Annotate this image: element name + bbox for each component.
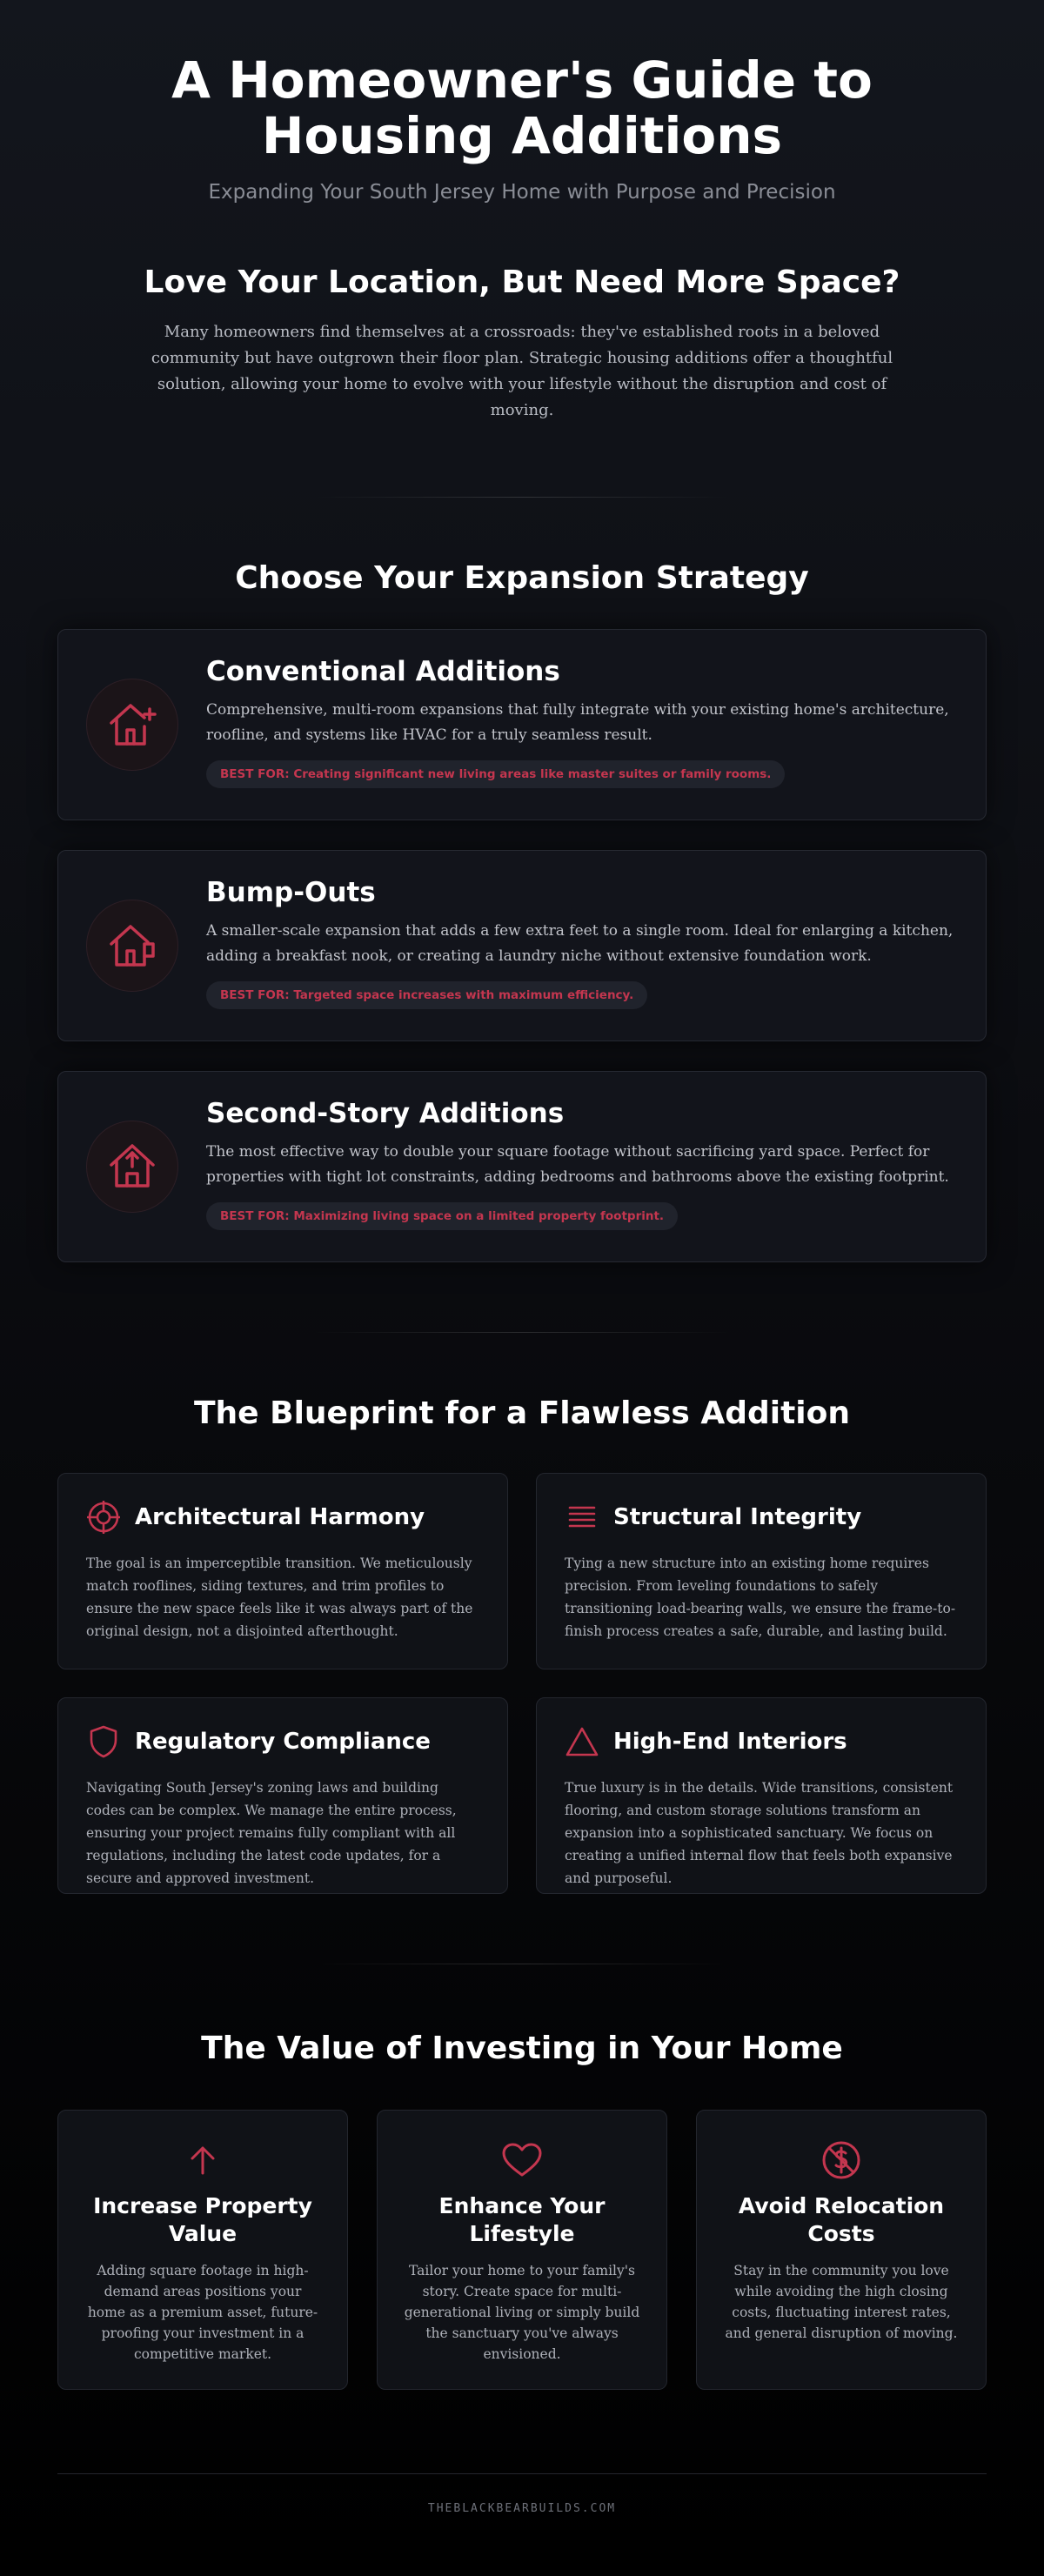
strategy-title: Conventional Additions (206, 656, 560, 687)
blueprint-title: Structural Integrity (613, 1504, 862, 1530)
blueprint-card-high-end-interiors (536, 1697, 987, 1894)
blueprint-description: Tying a new structure into an existing home requires precision. From leveling foundations to safely transitioning load-bearing walls, we ensure the frame-to-finish process creates a safe, durable, and lasting build. (565, 1556, 956, 1639)
blueprint-title: Architectural Harmony (135, 1504, 425, 1530)
best-for-badge: BEST FOR: Maximizing living space on a limited property footprint. (206, 1202, 678, 1230)
intro-body: Many homeowners find themselves at a crossroads: they've established roots in a beloved community but have outgrown their floor plan. Strategic housing additions offer a thoughtful solution, allowing your home to evolve with your lifestyle without the disruption and cost of moving. (151, 323, 893, 419)
strategy-description: The most effective way to double your square footage without sacrificing yard space. Perfect for properties with tight lot constraints, adding bedrooms and bathrooms above the existing footprint. (206, 1143, 949, 1186)
value-title: Enhance Your Lifestyle (438, 2193, 606, 2246)
crosshair-icon (86, 1500, 121, 1535)
strategies-heading: Choose Your Expansion Strategy (235, 560, 809, 596)
value-card-property-value (57, 2110, 348, 2390)
value-description: Stay in the community you love while avoiding the high closing costs, fluctuating interest rates, and general disruption of moving. (725, 2263, 958, 2341)
page-title: A Homeowner's Guide to Housing Additions (171, 50, 873, 165)
value-description: Tailor your home to your family's story. Create space for multi-generational living or simply build the sanctuary you've always envisioned. (404, 2263, 640, 2362)
blueprint-card-structural-integrity (536, 1473, 987, 1669)
house-plus-icon (86, 679, 178, 771)
strategy-title: Bump-Outs (206, 877, 376, 908)
no-dollar-icon (723, 2140, 960, 2180)
footer-link[interactable]: THEBLACKBEARBUILDS.COM (427, 2502, 617, 2515)
heart-icon (404, 2140, 640, 2180)
strategy-card-second-story (57, 1071, 987, 1262)
arrow-up-icon (84, 2140, 321, 2180)
intro-heading: Love Your Location, But Need More Space? (144, 264, 900, 300)
shield-icon (86, 1724, 121, 1759)
value-title: Avoid Relocation Costs (738, 2193, 945, 2246)
value-card-lifestyle (377, 2110, 667, 2390)
triangle-icon (565, 1724, 599, 1759)
best-for-badge: BEST FOR: Creating significant new living areas like master suites or family rooms. (206, 760, 785, 788)
value-grid (57, 2110, 987, 2390)
blueprint-grid (57, 1473, 987, 1894)
strategy-description: Comprehensive, multi-room expansions that fully integrate with your existing home's architecture, roofline, and systems like HVAC for a truly seamless result. (206, 701, 949, 744)
blueprint-card-architectural-harmony (57, 1473, 508, 1669)
best-for-badge: BEST FOR: Targeted space increases with maximum efficiency. (206, 981, 647, 1009)
footer-divider (57, 2473, 987, 2474)
value-card-relocation (696, 2110, 987, 2390)
hero (0, 0, 1044, 204)
value-heading: The Value of Investing in Your Home (201, 2031, 843, 2066)
blueprint-title: High-End Interiors (613, 1729, 847, 1755)
section-divider (313, 1332, 731, 1333)
blueprint-card-regulatory-compliance (57, 1697, 508, 1894)
intro-section (0, 264, 1044, 424)
blueprint-description: The goal is an imperceptible transition. We meticulously match rooflines, siding textures, and trim profiles to ensure the new space feels like it was always part of the original design, not a disjointed afterthought. (86, 1556, 473, 1639)
section-divider (313, 497, 731, 498)
value-title: Increase Property Value (93, 2193, 312, 2246)
strategy-card-bump-outs (57, 850, 987, 1041)
value-description: Adding square footage in high-demand areas positions your home as a premium asset, future-proofing your investment in a competitive market. (87, 2263, 318, 2362)
strategy-title: Second-Story Additions (206, 1098, 565, 1129)
layers-icon (565, 1500, 599, 1535)
blueprint-title: Regulatory Compliance (135, 1729, 431, 1755)
house-extend-icon (86, 900, 178, 992)
strategy-description: A smaller-scale expansion that adds a few extra feet to a single room. Ideal for enlarging a kitchen, adding a breakfast nook, or creating a laundry niche without extensive foundation work. (206, 922, 954, 965)
page-subtitle: Expanding Your South Jersey Home with Purpose and Precision (208, 181, 836, 204)
blueprint-description: True luxury is in the details. Wide transitions, consistent flooring, and custom storage solutions transform an expansion into a sophisticated sanctuary. We focus on creating a unified internal flow that feels both expansive and purposeful. (565, 1780, 954, 1886)
blueprint-description: Navigating South Jersey's zoning laws and building codes can be complex. We manage the entire process, ensuring your project remains fully compliant with all regulations, including the latest code updates, for a secure and approved investment. (86, 1780, 457, 1886)
blueprint-heading: The Blueprint for a Flawless Addition (194, 1395, 850, 1431)
strategy-card-conventional (57, 629, 987, 820)
house-up-icon (86, 1121, 178, 1213)
